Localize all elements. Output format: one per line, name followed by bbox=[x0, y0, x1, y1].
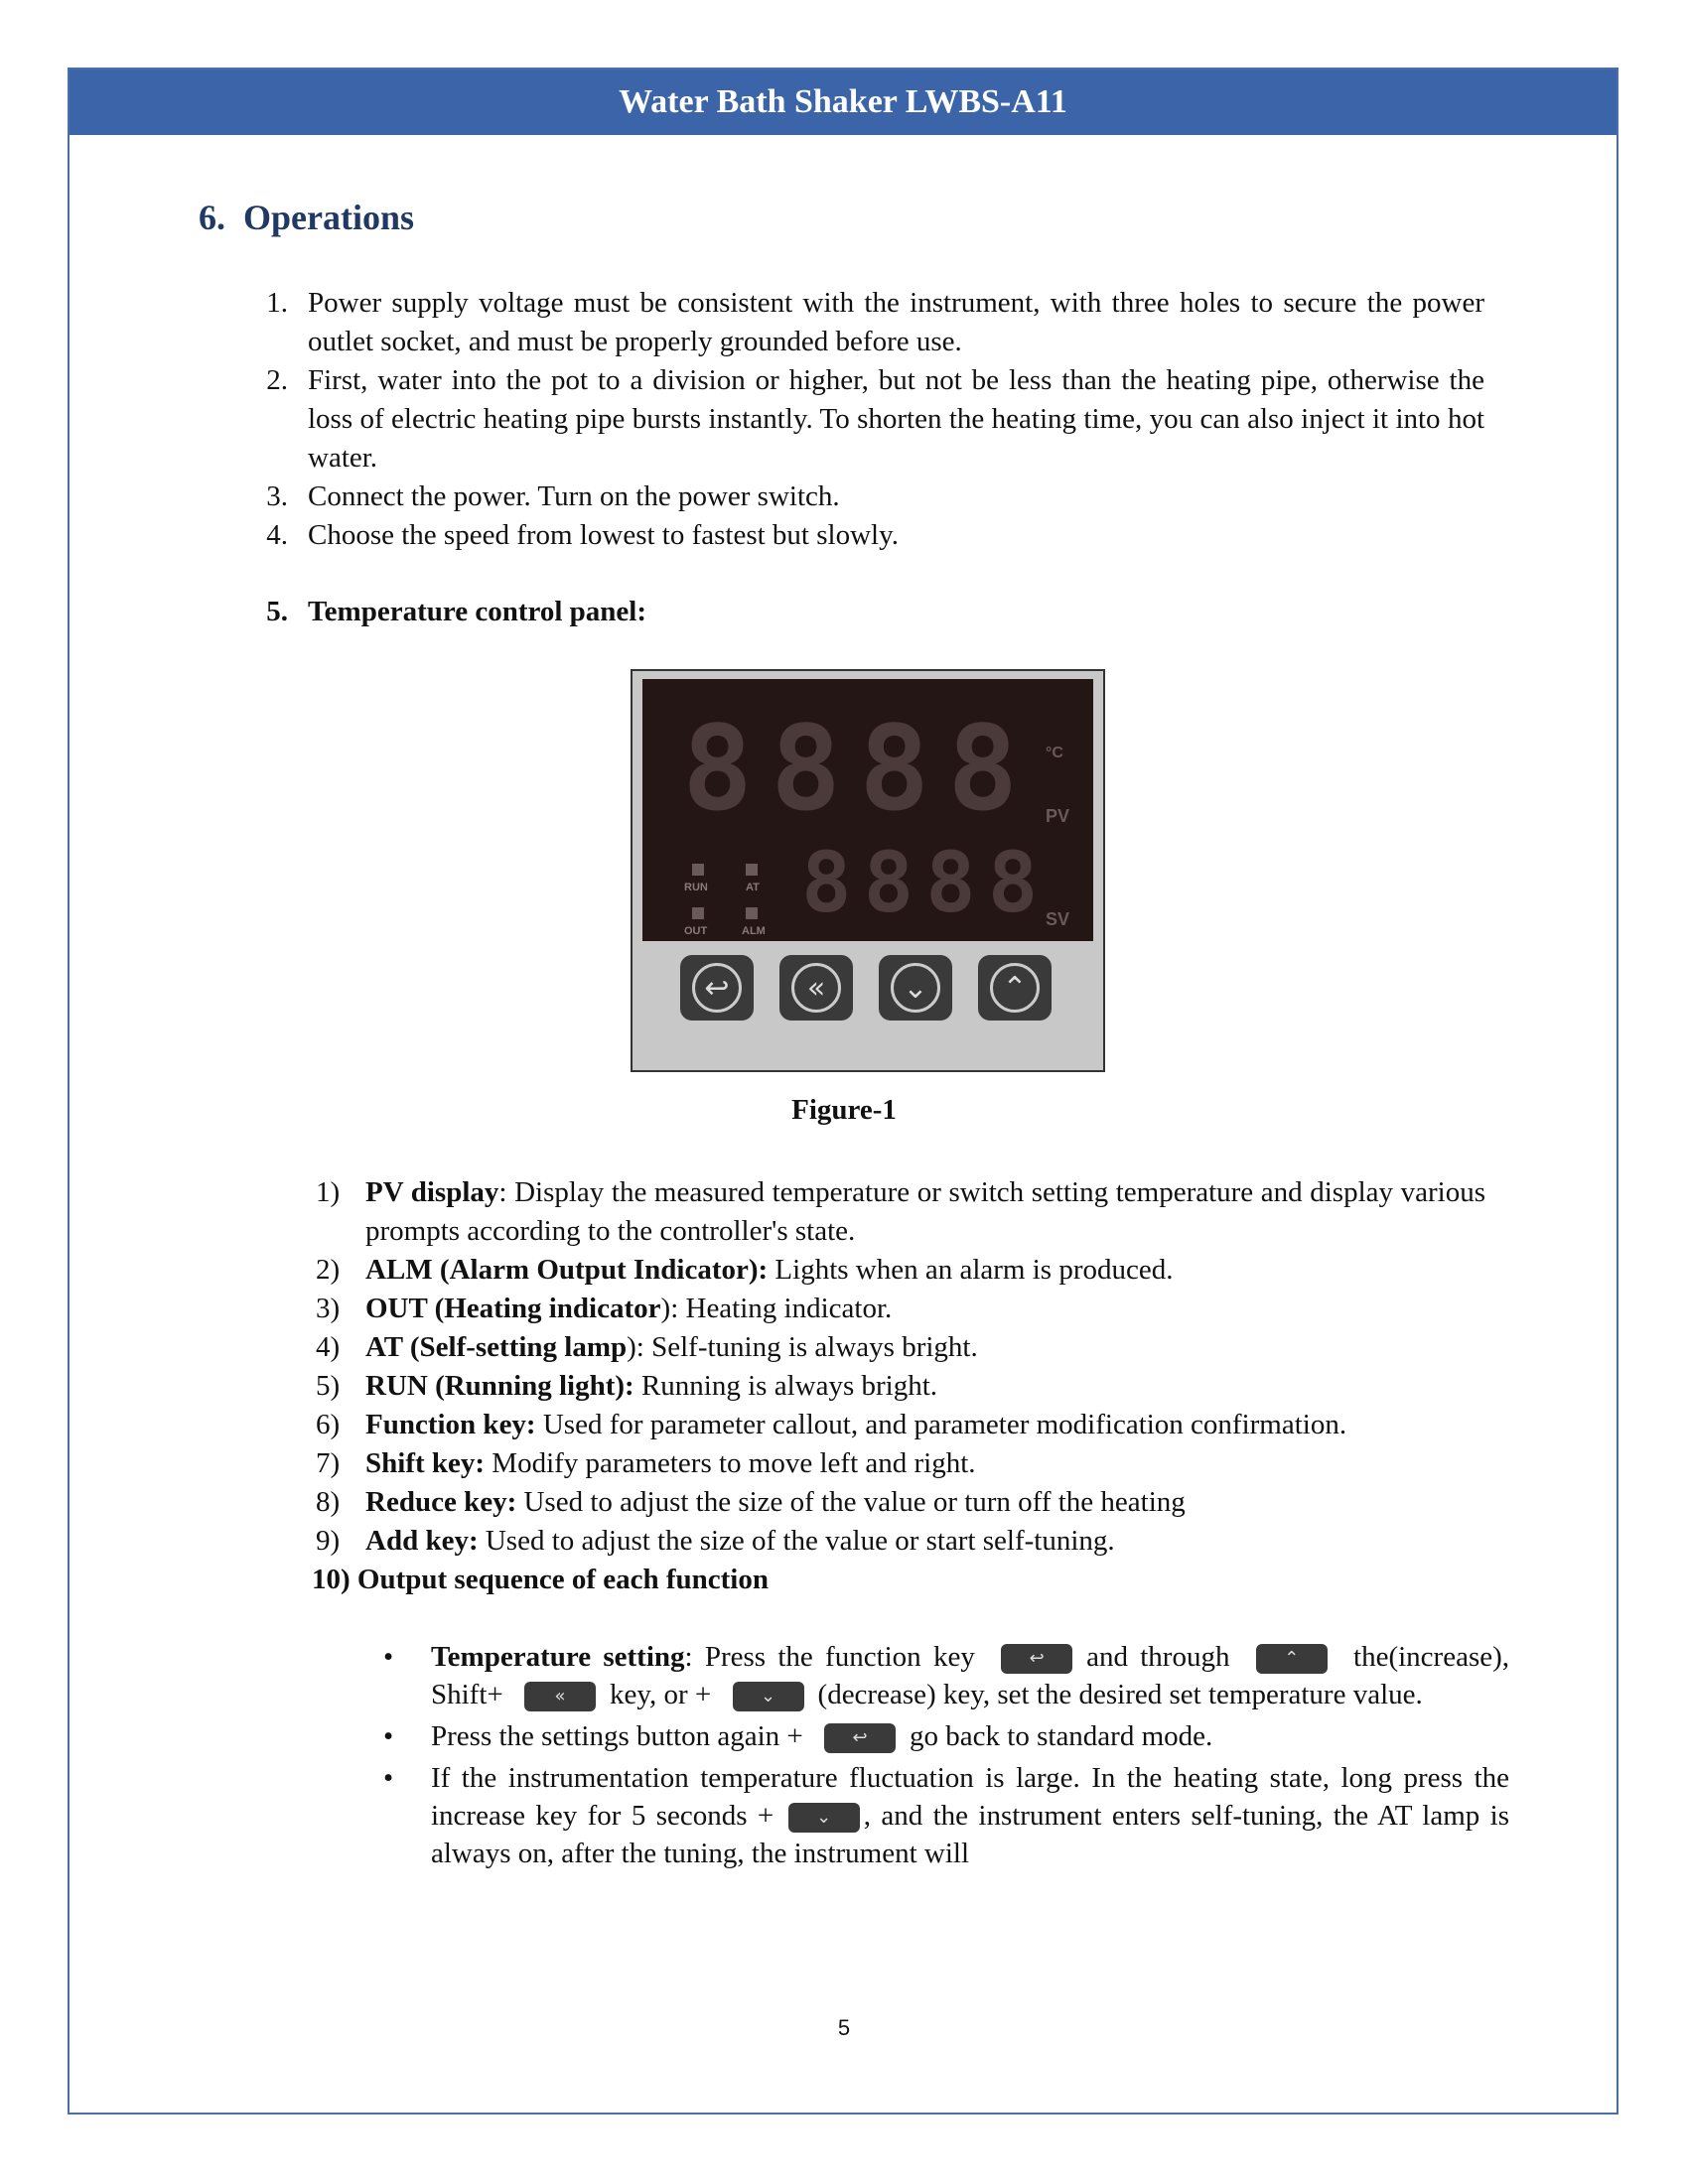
item-number: 5) bbox=[316, 1370, 341, 1402]
item-term: RUN (Running light): bbox=[365, 1370, 634, 1402]
item-text: ): Heating indicator. bbox=[660, 1293, 893, 1324]
page-header: Water Bath Shaker LWBS-A11 bbox=[70, 69, 1617, 135]
list-item bbox=[248, 516, 1484, 555]
bullet-term: Temperature setting bbox=[431, 1641, 685, 1673]
alm-indicator bbox=[746, 907, 758, 919]
item-text: Used to adjust the size of the value or turn off the heating bbox=[516, 1486, 1186, 1518]
sv-digits: 8888 bbox=[801, 834, 1051, 931]
panel-subheading bbox=[248, 596, 646, 628]
bullet-self-tuning bbox=[377, 1759, 1509, 1872]
list-item-output-sequence: 10) Output sequence of each function bbox=[312, 1564, 769, 1595]
function-key-icon: ↩ bbox=[692, 963, 742, 1013]
function-key-icon: ↩ bbox=[1001, 1644, 1072, 1674]
at-label: AT bbox=[746, 882, 760, 893]
item-text: Connect the power. Turn on the power switch. bbox=[308, 480, 840, 512]
list-item bbox=[316, 1328, 1485, 1367]
item-text: Used for parameter callout, and parameter modification confirmation. bbox=[535, 1409, 1347, 1440]
list-item bbox=[248, 284, 1484, 361]
out-label: OUT bbox=[684, 925, 708, 937]
item-term: ALM (Alarm Output Indicator): bbox=[365, 1254, 769, 1286]
item-number: 3. bbox=[266, 480, 288, 512]
bullet-text: If the instrumentation temperature fluctuation is large. In the heating state, long press the increase key for 5 seconds + bbox=[431, 1762, 1509, 1832]
bullet-text: : Press the function key bbox=[684, 1641, 975, 1673]
temperature-control-panel-figure bbox=[631, 669, 1105, 1072]
item-term: Add key: bbox=[365, 1525, 479, 1557]
pv-label: PV bbox=[1046, 806, 1070, 826]
reduce-key-icon: ⌄ bbox=[733, 1682, 804, 1711]
shift-key-icon: « bbox=[524, 1682, 596, 1711]
run-label: RUN bbox=[684, 882, 708, 893]
item-term: Function key: bbox=[365, 1409, 536, 1440]
bullet-temperature-setting bbox=[377, 1638, 1509, 1713]
item-text: Lights when an alarm is produced. bbox=[768, 1254, 1174, 1286]
item-number: 5. bbox=[266, 596, 288, 627]
function-key-icon: ↩ bbox=[824, 1723, 896, 1753]
item-number: 4) bbox=[316, 1331, 341, 1363]
item-term: AT (Self-setting lamp bbox=[365, 1331, 628, 1363]
section-title: Operations bbox=[243, 198, 415, 237]
list-item bbox=[316, 1483, 1485, 1522]
item-term: Shift key: bbox=[365, 1447, 486, 1479]
section-number: 6. bbox=[199, 198, 225, 237]
reduce-key-icon: ⌄ bbox=[891, 963, 940, 1013]
operations-list bbox=[248, 284, 1484, 555]
item-term: PV display bbox=[365, 1176, 499, 1208]
item-number: 3) bbox=[316, 1293, 341, 1324]
item-term: OUT (Heating indicator bbox=[365, 1293, 661, 1324]
item-number: 2. bbox=[266, 364, 288, 396]
item-text: ): Self-tuning is always bright. bbox=[627, 1331, 978, 1363]
pv-display bbox=[682, 700, 1037, 837]
out-indicator bbox=[692, 907, 704, 919]
bullet-back-to-standard bbox=[377, 1717, 1509, 1755]
list-item bbox=[316, 1173, 1485, 1251]
list-item bbox=[316, 1406, 1485, 1444]
list-item bbox=[248, 361, 1484, 478]
bullet-text: go back to standard mode. bbox=[910, 1720, 1213, 1752]
list-item bbox=[316, 1251, 1485, 1290]
add-key-icon: ⌃ bbox=[1256, 1644, 1328, 1674]
item-text: Running is always bright. bbox=[633, 1370, 938, 1402]
display-screen bbox=[642, 679, 1093, 941]
item-term: Reduce key: bbox=[365, 1486, 517, 1518]
item-number: 1. bbox=[266, 287, 288, 319]
item-text: Temperature control panel: bbox=[308, 596, 646, 627]
reduce-key bbox=[879, 955, 952, 1021]
bullet-text: key, or + bbox=[610, 1679, 712, 1710]
sv-label: SV bbox=[1046, 909, 1070, 929]
at-indicator bbox=[746, 864, 758, 876]
list-item bbox=[316, 1367, 1485, 1406]
shift-key-icon: « bbox=[791, 963, 841, 1013]
list-item bbox=[316, 1290, 1485, 1328]
item-number: 4. bbox=[266, 519, 288, 551]
figure-caption: Figure-1 bbox=[791, 1094, 897, 1126]
item-text: Modify parameters to move left and right. bbox=[485, 1447, 976, 1479]
bullet-text: , and the instrument enters self-tuning, the AT lamp is always on, after the tuning, the instrument will bbox=[431, 1800, 1509, 1869]
list-item bbox=[248, 478, 1484, 516]
panel-keys bbox=[680, 955, 1052, 1021]
pv-digits: 8888 bbox=[682, 700, 1037, 837]
bullet-text: (decrease) key, set the desired set temperature value. bbox=[817, 1679, 1423, 1710]
page-number: 5 bbox=[837, 2015, 851, 2040]
bullet-text: Press the settings button again + bbox=[431, 1720, 803, 1752]
shift-key bbox=[779, 955, 853, 1021]
bullet-text: and through bbox=[1086, 1641, 1230, 1673]
bullet-text: the(increase), Shift+ bbox=[431, 1641, 1510, 1710]
item-text: First, water into the pot to a division or higher, but not be less than the heating pipe, otherwise the loss of electric heating pipe bursts instantly. To shorten the heating time, you can also inject it into hot water. bbox=[308, 364, 1484, 474]
output-sequence-bullets bbox=[377, 1638, 1509, 1876]
item-number: 6) bbox=[316, 1409, 341, 1440]
unit-label: °C bbox=[1046, 745, 1063, 761]
alm-label: ALM bbox=[742, 925, 766, 937]
item-number: 7) bbox=[316, 1447, 341, 1479]
section-heading bbox=[199, 197, 414, 238]
list-item bbox=[316, 1522, 1485, 1561]
item-number: 8) bbox=[316, 1486, 341, 1518]
item-text: Power supply voltage must be consistent with the instrument, with three holes to secure the power outlet socket, and must be properly grounded before use. bbox=[308, 287, 1484, 357]
run-indicator bbox=[692, 864, 704, 876]
item-number: 2) bbox=[316, 1254, 341, 1286]
function-key bbox=[680, 955, 754, 1021]
list-item bbox=[316, 1444, 1485, 1483]
item-text: Choose the speed from lowest to fastest but slowly. bbox=[308, 519, 899, 551]
add-key-icon: ⌃ bbox=[990, 963, 1040, 1013]
panel-description-list bbox=[312, 1173, 1485, 1599]
sv-display bbox=[801, 834, 1051, 931]
item-text: Used to adjust the size of the value or start self-tuning. bbox=[478, 1525, 1115, 1557]
item-number: 1) bbox=[316, 1176, 341, 1208]
item-text: : Display the measured temperature or switch setting temperature and display various prompts according to the controller's state. bbox=[365, 1176, 1485, 1247]
item-number: 9) bbox=[316, 1525, 341, 1557]
add-key bbox=[978, 955, 1052, 1021]
reduce-key-icon: ⌄ bbox=[788, 1803, 860, 1833]
